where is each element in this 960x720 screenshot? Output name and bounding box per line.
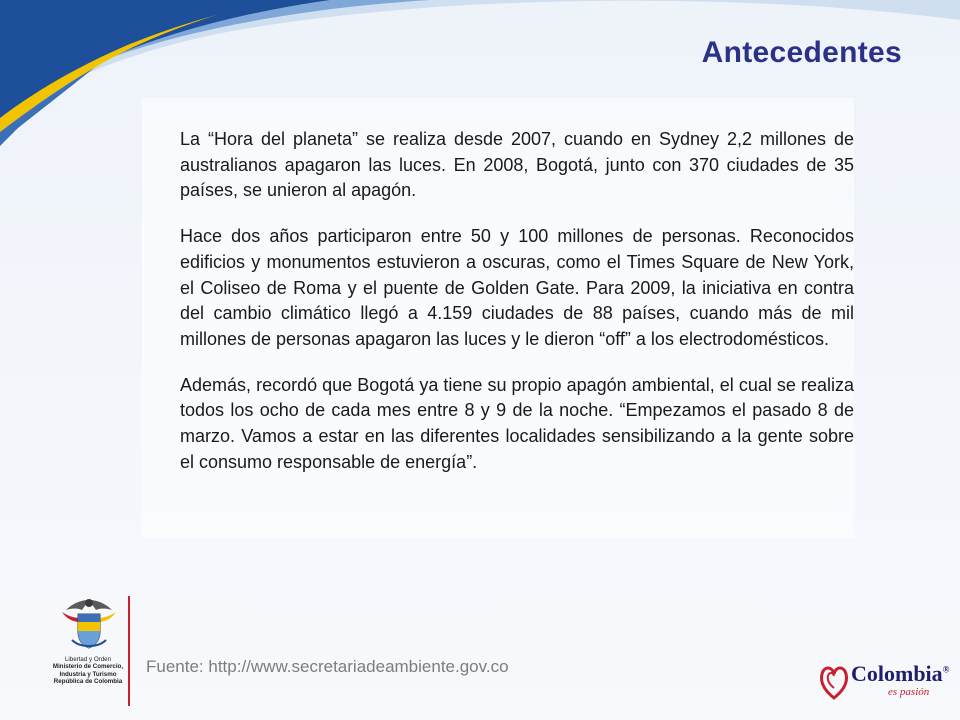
brand-registered-mark: ® [942, 664, 950, 675]
ministry-logo-text [44, 656, 132, 686]
paragraph-1: La “Hora del planeta” se realiza desde 2007, cuando en Sydney 2,2 millones de australianos apagaron las luces. En 2008, Bogotá, junto con 370 ciudades de 35 países, se unieron al apagón. [180, 129, 854, 201]
colombia-brand-logo [818, 658, 948, 708]
brand-name: Colombia® [851, 661, 950, 686]
ministry-motto: Libertad y Orden [64, 656, 112, 663]
ministry-line-1: Ministerio de Comercio, [52, 663, 124, 671]
ministry-line-3: República de Colombia [53, 678, 123, 686]
body-text [180, 127, 854, 495]
source-text: Fuente: http://www.secretariadeambiente.gov.co [146, 657, 509, 676]
slide-title: Antecedentes [701, 36, 902, 69]
coat-of-arms-icon [58, 596, 120, 652]
paragraph-3: Además, recordó que Bogotá ya tiene su propio apagón ambiental, el cual se realiza todos los ocho de cada mes entre 8 y 9 de la noche. “Empezamos el pasado 8 de marzo. Vamos a estar en las diferentes localidades sensibilizando a la gente sobre el consumo responsable de energía”. [180, 374, 854, 472]
brand-heart-icon [818, 658, 850, 702]
footer-divider [128, 596, 130, 706]
brand-tagline: es pasión [888, 686, 930, 698]
paragraph-2: Hace dos años participaron entre 50 y 100 millones de personas. Reconocidos edificios y monumentos estuvieron a oscuras, como el Times Square de New York, el Coliseo de Roma y el puente de Golden Gate. Para 2009, la iniciativa en contra del cambio climático llegó a 4.159 ciudades de 88 países, cuando más de mil millones de personas apagaron las luces y le dieron “off” a los electrodomésticos. [180, 226, 854, 349]
ministry-line-2: Industria y Turismo [59, 670, 117, 678]
